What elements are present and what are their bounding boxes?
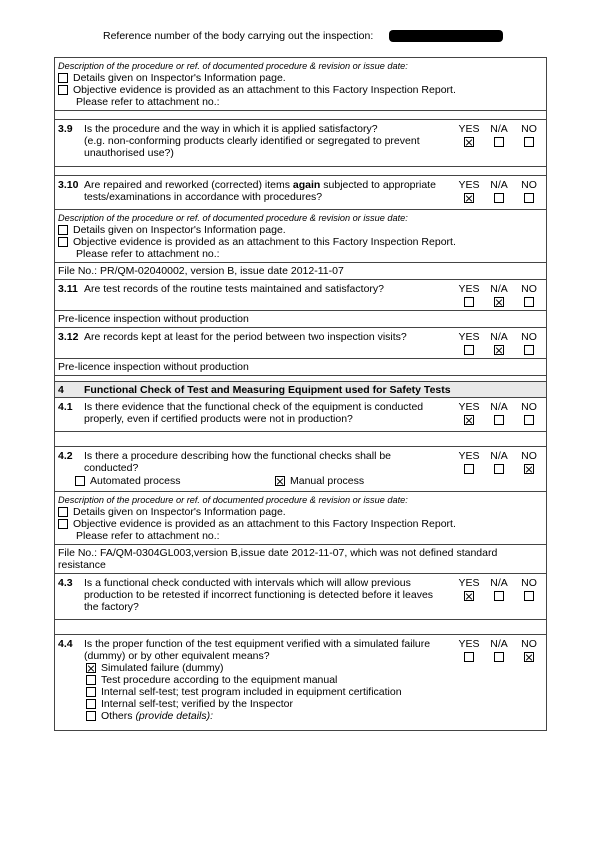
- description-block-3: [55, 492, 546, 545]
- yes-label: YES: [458, 123, 480, 135]
- question-number: 4.1: [58, 401, 73, 413]
- spacer: [55, 111, 546, 120]
- yes-checkbox[interactable]: [464, 415, 474, 425]
- section-4-header: [55, 382, 546, 398]
- question-text: (e.g. non-conforming products clearly identified or segregated to prevent: [84, 135, 420, 147]
- yes-label: YES: [458, 638, 480, 650]
- option-label: Internal self-test; verified by the Inspector: [101, 698, 294, 710]
- section-title: Functional Check of Test and Measuring Equipment used for Safety Tests: [84, 384, 451, 396]
- no-label: NO: [521, 123, 537, 135]
- no-checkbox[interactable]: [524, 652, 534, 662]
- description-title: Description of the procedure or ref. of documented procedure & revision or issue date:: [58, 213, 408, 223]
- question-text: production to be retested if incorrect functioning is detected before it leaves: [84, 589, 434, 601]
- option-label: Internal self-test; test program included in equipment certification: [101, 686, 402, 698]
- answer-group: [454, 638, 544, 663]
- description-block-2: [55, 210, 546, 263]
- yes-checkbox[interactable]: [464, 464, 474, 474]
- question-4-3: [55, 574, 546, 620]
- na-label: N/A: [490, 638, 508, 650]
- option-label: Test procedure according to the equipment manual: [101, 674, 338, 686]
- na-label: N/A: [490, 450, 508, 462]
- spacer: [55, 167, 546, 176]
- answer-group: [454, 179, 544, 204]
- no-checkbox[interactable]: [524, 345, 534, 355]
- question-text: Are repaired and reworked (corrected) items: [84, 179, 293, 191]
- file-number-1: File No.: PR/QM-02040002, version B, issue date 2012-11-07: [55, 263, 546, 280]
- details-checkbox[interactable]: [58, 507, 68, 517]
- file-number-text: resistance: [58, 559, 106, 571]
- question-text: conducted?: [84, 462, 139, 474]
- others-note: (provide details):: [135, 710, 214, 722]
- no-label: NO: [521, 450, 537, 462]
- question-text: Is there a procedure describing how the functional checks shall be: [84, 450, 392, 462]
- na-label: N/A: [490, 179, 508, 191]
- na-checkbox[interactable]: [494, 415, 504, 425]
- yes-checkbox[interactable]: [464, 591, 474, 601]
- refer-attachment: Please refer to attachment no.:: [76, 530, 220, 542]
- yes-checkbox[interactable]: [464, 137, 474, 147]
- question-number: 3.12: [58, 331, 79, 343]
- no-checkbox[interactable]: [524, 464, 534, 474]
- question-text: Are test records of the routine tests maintained and satisfactory?: [84, 283, 384, 295]
- yes-label: YES: [458, 450, 480, 462]
- question-text: Is a functional check conducted with intervals which will allow previous: [84, 577, 411, 589]
- equipment-manual-checkbox[interactable]: [86, 675, 96, 685]
- evidence-label: Objective evidence is provided as an attachment to this Factory Inspection Report.: [73, 518, 456, 530]
- self-test-inspector-checkbox[interactable]: [86, 699, 96, 709]
- answer-group: [454, 577, 544, 602]
- no-checkbox[interactable]: [524, 137, 534, 147]
- option-label: Others: [101, 710, 133, 722]
- question-4-1: [55, 398, 546, 432]
- question-text: Is the proper function of the test equipment verified with a simulated failure: [84, 638, 431, 650]
- description-block-1: [55, 58, 546, 111]
- question-number: 4.2: [58, 450, 73, 462]
- answer-group: [454, 283, 544, 308]
- answer-group: [454, 123, 544, 148]
- na-label: N/A: [490, 401, 508, 413]
- section-number: 4: [58, 384, 64, 396]
- automated-process-checkbox[interactable]: [75, 476, 85, 486]
- details-label: Details given on Inspector's Information page.: [73, 224, 286, 236]
- description-title: Description of the procedure or ref. of documented procedure & revision or issue date:: [58, 61, 408, 71]
- yes-checkbox[interactable]: [464, 652, 474, 662]
- question-text: subjected to appropriate: [320, 179, 436, 191]
- pre-licence-note-2: Pre-licence inspection without production: [55, 359, 546, 376]
- option-label: Simulated failure (dummy): [101, 662, 224, 674]
- evidence-label: Objective evidence is provided as an attachment to this Factory Inspection Report.: [73, 84, 456, 96]
- spacer: [55, 432, 546, 447]
- evidence-label: Objective evidence is provided as an attachment to this Factory Inspection Report.: [73, 236, 456, 248]
- na-label: N/A: [490, 123, 508, 135]
- manual-process-checkbox[interactable]: [275, 476, 285, 486]
- details-checkbox[interactable]: [58, 73, 68, 83]
- question-3-10: [55, 176, 546, 210]
- inspection-form: [54, 57, 547, 731]
- file-number-text: File No.: FA/QM-0304GL003,version B,issue date 2012-11-07, which was not defined standard: [58, 547, 498, 559]
- yes-checkbox[interactable]: [464, 193, 474, 203]
- simulated-failure-checkbox[interactable]: [86, 663, 96, 673]
- na-checkbox[interactable]: [494, 464, 504, 474]
- na-checkbox[interactable]: [494, 193, 504, 203]
- question-text: Is there evidence that the functional check of the equipment is conducted: [84, 401, 424, 413]
- question-number: 4.3: [58, 577, 73, 589]
- refer-attachment: Please refer to attachment no.:: [76, 96, 220, 108]
- question-text: properly, even if certified products were not in production?: [84, 413, 353, 425]
- no-label: NO: [521, 401, 537, 413]
- evidence-checkbox[interactable]: [58, 519, 68, 529]
- yes-label: YES: [458, 577, 480, 589]
- question-3-11: [55, 280, 546, 311]
- na-checkbox[interactable]: [494, 652, 504, 662]
- question-text: tests/examinations in accordance with procedures?: [84, 191, 323, 203]
- no-label: NO: [521, 283, 537, 295]
- question-4-4: [55, 635, 546, 730]
- question-number: 3.10: [58, 179, 79, 191]
- no-checkbox[interactable]: [524, 591, 534, 601]
- no-label: NO: [521, 331, 537, 343]
- no-checkbox[interactable]: [524, 193, 534, 203]
- yes-label: YES: [458, 331, 480, 343]
- question-number: 3.9: [58, 123, 73, 135]
- na-checkbox[interactable]: [494, 591, 504, 601]
- redacted-reference-number: [389, 30, 503, 42]
- others-checkbox[interactable]: [86, 711, 96, 721]
- pre-licence-note-1: Pre-licence inspection without production: [55, 311, 546, 328]
- yes-label: YES: [458, 179, 480, 191]
- details-label: Details given on Inspector's Information page.: [73, 72, 286, 84]
- manual-process-label: Manual process: [290, 475, 365, 487]
- yes-label: YES: [458, 401, 480, 413]
- question-text: Is the procedure and the way in which it is applied satisfactory?: [84, 123, 378, 135]
- question-emphasis: again: [292, 179, 321, 191]
- no-label: NO: [521, 577, 537, 589]
- yes-checkbox[interactable]: [464, 297, 474, 307]
- question-text: Are records kept at least for the period between two inspection visits?: [84, 331, 407, 343]
- na-label: N/A: [490, 577, 508, 589]
- question-3-12: [55, 328, 546, 359]
- details-label: Details given on Inspector's Information page.: [73, 506, 286, 518]
- answer-group: [454, 331, 544, 356]
- evidence-checkbox[interactable]: [58, 85, 68, 95]
- reference-number-label: Reference number of the body carrying out the inspection:: [103, 30, 374, 42]
- na-checkbox[interactable]: [494, 345, 504, 355]
- evidence-checkbox[interactable]: [58, 237, 68, 247]
- question-text: (dummy) or by other equivalent means?: [84, 650, 270, 662]
- description-title: Description of the procedure or ref. of documented procedure & revision or issue date:: [58, 495, 408, 505]
- question-number: 4.4: [58, 638, 73, 650]
- spacer: [55, 620, 546, 635]
- question-text: unauthorised use?): [84, 147, 174, 159]
- answer-group: [454, 401, 544, 426]
- na-label: N/A: [490, 283, 508, 295]
- yes-checkbox[interactable]: [464, 345, 474, 355]
- question-4-2: [55, 447, 546, 492]
- question-text: the factory?: [84, 601, 139, 613]
- no-label: NO: [521, 638, 537, 650]
- question-3-9: [55, 120, 546, 167]
- self-test-certification-checkbox[interactable]: [86, 687, 96, 697]
- automated-process-label: Automated process: [90, 475, 181, 487]
- question-number: 3.11: [58, 283, 78, 295]
- no-checkbox[interactable]: [524, 297, 534, 307]
- na-label: N/A: [490, 331, 508, 343]
- yes-label: YES: [458, 283, 480, 295]
- no-checkbox[interactable]: [524, 415, 534, 425]
- no-label: NO: [521, 179, 537, 191]
- na-checkbox[interactable]: [494, 297, 504, 307]
- refer-attachment: Please refer to attachment no.:: [76, 248, 220, 260]
- answer-group: [454, 450, 544, 475]
- verification-options: [86, 662, 546, 722]
- file-number-2: [55, 545, 546, 574]
- details-checkbox[interactable]: [58, 225, 68, 235]
- na-checkbox[interactable]: [494, 137, 504, 147]
